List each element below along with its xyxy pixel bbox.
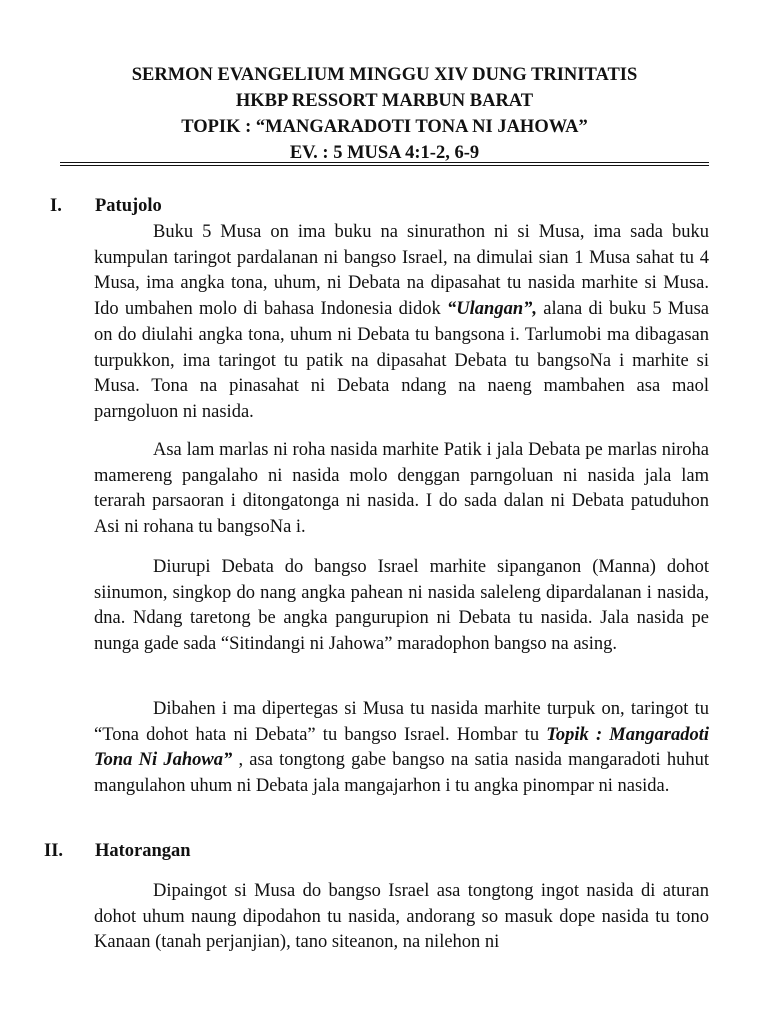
paragraph-text: , asa tongtong gabe bangso na satia nasida mangaradoti huhut mangulahon uhum ni Debata jala mangajarhon i tu angka pinompar ni nasida.	[94, 750, 709, 797]
paragraph	[94, 220, 709, 426]
paragraph	[94, 438, 709, 541]
header-divider-top	[60, 162, 709, 163]
header-church-line: HKBP RESSORT MARBUN BARAT	[235, 91, 534, 111]
document-header	[60, 62, 709, 166]
section-numeral: I.	[50, 196, 62, 216]
section-numeral: II.	[44, 841, 64, 861]
paragraph-text: Dipaingot si Musa do bangso Israel asa tongtong ingot nasida di aturan dohot uhum naung dipodahon tu nasida, andorang so masuk dope nasida tu tono Kanaan (tanah perjanjian), tano siteanon, na nilehon ni	[94, 881, 709, 953]
header-scripture-line: EV. : 5 MUSA 4:1-2, 6-9	[289, 143, 480, 163]
paragraph-text: Diurupi Debata do bangso Israel marhite sipanganon (Manna) dohot siinumon, singkop do nang angka pahean ni nasida saleleng dipardalanan i nasida, dna. Ndang taretong be angka pangurupion ni Debata tu nasida. Jala nasida pe nunga gade sada “Sitindangi ni Jahowa” maradophon bangso na asing.	[94, 557, 709, 655]
header-topic-line: TOPIK : “MANGARADOTI TONA NI JAHOWA”	[181, 117, 588, 137]
paragraph	[94, 879, 709, 956]
header-divider-bottom	[60, 165, 709, 166]
paragraph-text: Asa lam marlas ni roha nasida marhite Patik i jala Debata pe marlas niroha mamereng pangalaho ni nasida molo denggan parngoluan ni nasida jala lam terarah parsaoran i ditongatonga ni nasida. I do sada dalan ni Debata patuduhon Asi ni rohana tu bangsoNa i.	[94, 440, 709, 538]
topic-emphasis: Topik : Mangaradoti Tona Ni Jahowa”	[94, 724, 710, 771]
section-title: Hatorangan	[95, 841, 191, 861]
emphasis-text: “Ulangan”,	[447, 299, 537, 320]
header-title-line: SERMON EVANGELIUM MINGGU XIV DUNG TRINITATIS	[131, 65, 638, 85]
paragraph-text: Buku 5 Musa on ima buku na sinurathon ni si Musa, ima sada buku kumpulan taringot pardalanan ni bangso Israel, na dimulai sian 1 Musa sahat tu 4 Musa, ima angka tona, uhum, ni Debata na dipasahat tu nasida marhite si Musa. Ido umbahen molo di bahasa Indonesia didok	[94, 222, 709, 320]
section-title: Patujolo	[95, 196, 162, 216]
paragraph-text: Dibahen i ma dipertegas si Musa tu nasida marhite turpuk on, taringot tu “Tona dohot hata ni Debata” tu bangso Israel. Hombar tu	[94, 699, 709, 745]
paragraph-text: alana di buku 5 Musa on do diulahi angka tona, uhum ni Debata tu bangsona i. Tarlumobi ma dibagasan turpukkon, ima taringot tu patik na dipasahat Debata tu bangsoNa i marhite si Musa. Tona na pinasahat ni Debata ndang na naeng mambahen asa maol parngoluon ni nasida.	[94, 299, 709, 422]
paragraph	[94, 555, 709, 658]
paragraph	[94, 697, 709, 800]
